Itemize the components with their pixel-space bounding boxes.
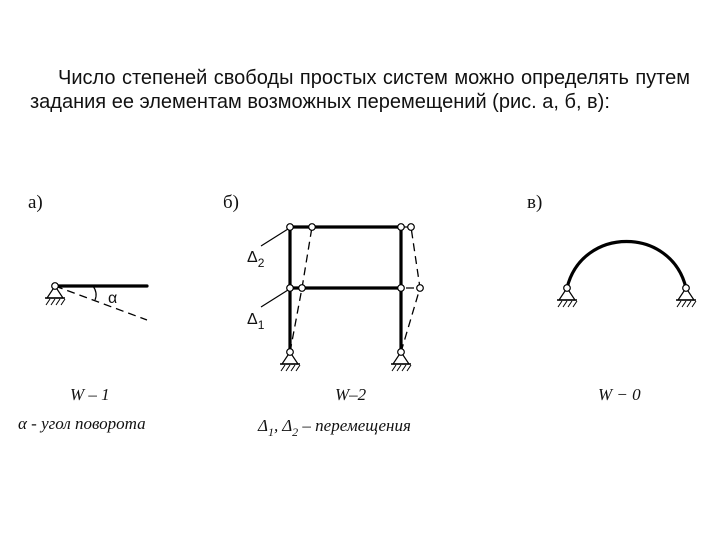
hinge (417, 285, 424, 292)
panel-c (527, 192, 696, 404)
note-a: α - угол поворота (18, 414, 146, 433)
panel-b-label: б) (223, 192, 239, 213)
support-c-left (557, 285, 577, 307)
support-b-right (391, 349, 411, 371)
delta1-label: $\Delta_1$ (247, 311, 265, 332)
intro-paragraph: Число степеней свободы простых систем можно определять путем задания ее элементам возможных перемещений (рис. а, б, в): (30, 67, 690, 113)
caption-a: W – 1 (70, 385, 110, 404)
support-b-left (280, 349, 300, 371)
hinge (299, 285, 306, 292)
hinge (309, 224, 316, 231)
note-b: $\Delta_1$, $\Delta_2$ – перемещения (258, 416, 411, 439)
rotated-beam-a (55, 286, 147, 320)
panel-a-label: а) (28, 192, 43, 213)
delta2-leader (261, 229, 288, 246)
delta1-leader (261, 290, 288, 307)
angle-arc (93, 286, 96, 300)
support-c-right (676, 285, 696, 307)
arch (567, 242, 686, 289)
delta2-label: $\Delta_2$ (247, 249, 265, 270)
panel-b (223, 192, 423, 439)
caption-b: W–2 (335, 385, 367, 404)
hinge (398, 285, 405, 292)
panel-a (18, 192, 147, 433)
panel-c-label: в) (527, 192, 543, 213)
caption-c: W − 0 (598, 385, 641, 404)
hinge (398, 224, 405, 231)
hinge (408, 224, 415, 231)
alpha-label: α (108, 290, 118, 307)
